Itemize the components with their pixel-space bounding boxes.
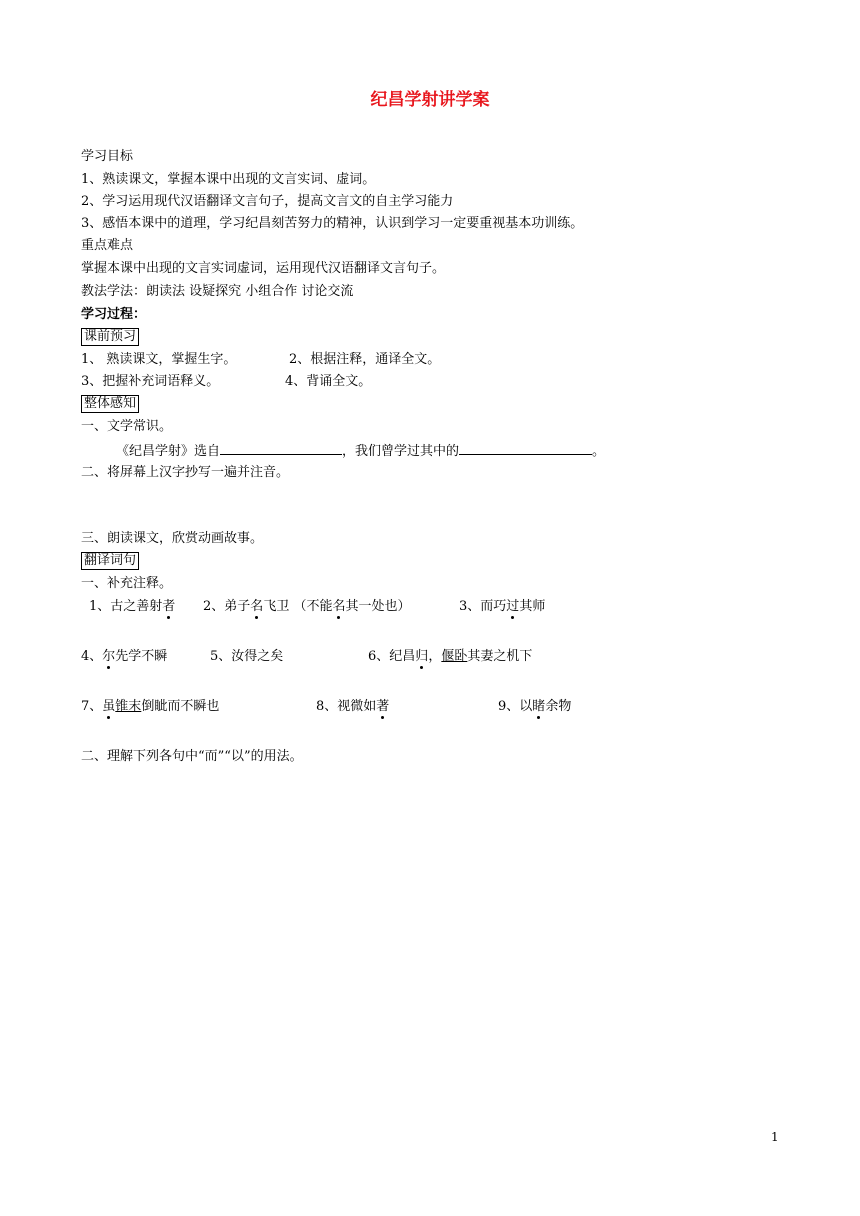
objective-item-1: 1、熟读课文，掌握本课中出现的文言实词、虚词。 bbox=[81, 172, 376, 187]
question-3: 3、而巧过其师 bbox=[459, 599, 546, 614]
literature-fill-line: 《纪昌学射》选自 ，我们曾学过其中的 。 bbox=[116, 441, 605, 461]
question-1: 1、古之善射者 bbox=[89, 599, 176, 614]
usage-task: 二、理解下列各句中“而”“以”的用法。 bbox=[81, 749, 303, 764]
copy-task: 二、将屏幕上汉字抄写一遍并注音。 bbox=[81, 465, 290, 480]
preview-item-3: 3、把握补充词语释义。 bbox=[81, 374, 220, 389]
question-8: 8、视微如著 bbox=[316, 699, 390, 714]
question-7: 7、虽锥末倒眦而不瞬也 bbox=[81, 699, 220, 714]
methods-line: 教法学法：朗读法 设疑探究 小组合作 讨论交流 bbox=[81, 284, 354, 299]
supplement-heading: 一、补充注释。 bbox=[81, 576, 173, 591]
preview-item-2: 2、根据注释，通译全文。 bbox=[289, 352, 441, 367]
page-title: 纪昌学射讲学案 bbox=[370, 90, 490, 110]
translate-box-label: 翻译词句 bbox=[81, 552, 139, 570]
question-4: 4、尔先学不瞬 bbox=[81, 649, 168, 664]
source-blank[interactable] bbox=[220, 441, 342, 455]
read-task: 三、朗读课文，欣赏动画故事。 bbox=[81, 531, 264, 546]
question-5: 5、汝得之矣 bbox=[210, 649, 284, 664]
literature-heading: 一、文学常识。 bbox=[81, 419, 173, 434]
question-9: 9、以睹余物 bbox=[498, 699, 572, 714]
key-points-heading: 重点难点 bbox=[81, 238, 134, 253]
perception-box-label: 整体感知 bbox=[81, 395, 139, 413]
preview-item-4: 4、背诵全文。 bbox=[285, 374, 372, 389]
key-points-text: 掌握本课中出现的文言实词虚词，运用现代汉语翻译文言句子。 bbox=[81, 261, 446, 276]
objective-item-2: 2、学习运用现代汉语翻译文言句子，提高文言文的自主学习能力 bbox=[81, 194, 454, 209]
preview-item-1: 1、 熟读课文，掌握生字。 bbox=[81, 352, 237, 367]
process-heading: 学习过程： bbox=[81, 307, 147, 322]
page-number: 1 bbox=[771, 1130, 779, 1144]
preview-box-label: 课前预习 bbox=[81, 328, 139, 346]
objectives-heading: 学习目标 bbox=[81, 149, 134, 164]
objective-item-3: 3、感悟本课中的道理，学习纪昌刻苦努力的精神，认识到学习一定要重视基本功训练。 bbox=[81, 216, 584, 231]
question-2: 2、弟子名飞卫 （不能名其一处也） bbox=[203, 599, 411, 614]
question-6: 6、纪昌归，偃卧其妻之机下 bbox=[368, 649, 533, 664]
other-work-blank[interactable] bbox=[459, 441, 592, 455]
